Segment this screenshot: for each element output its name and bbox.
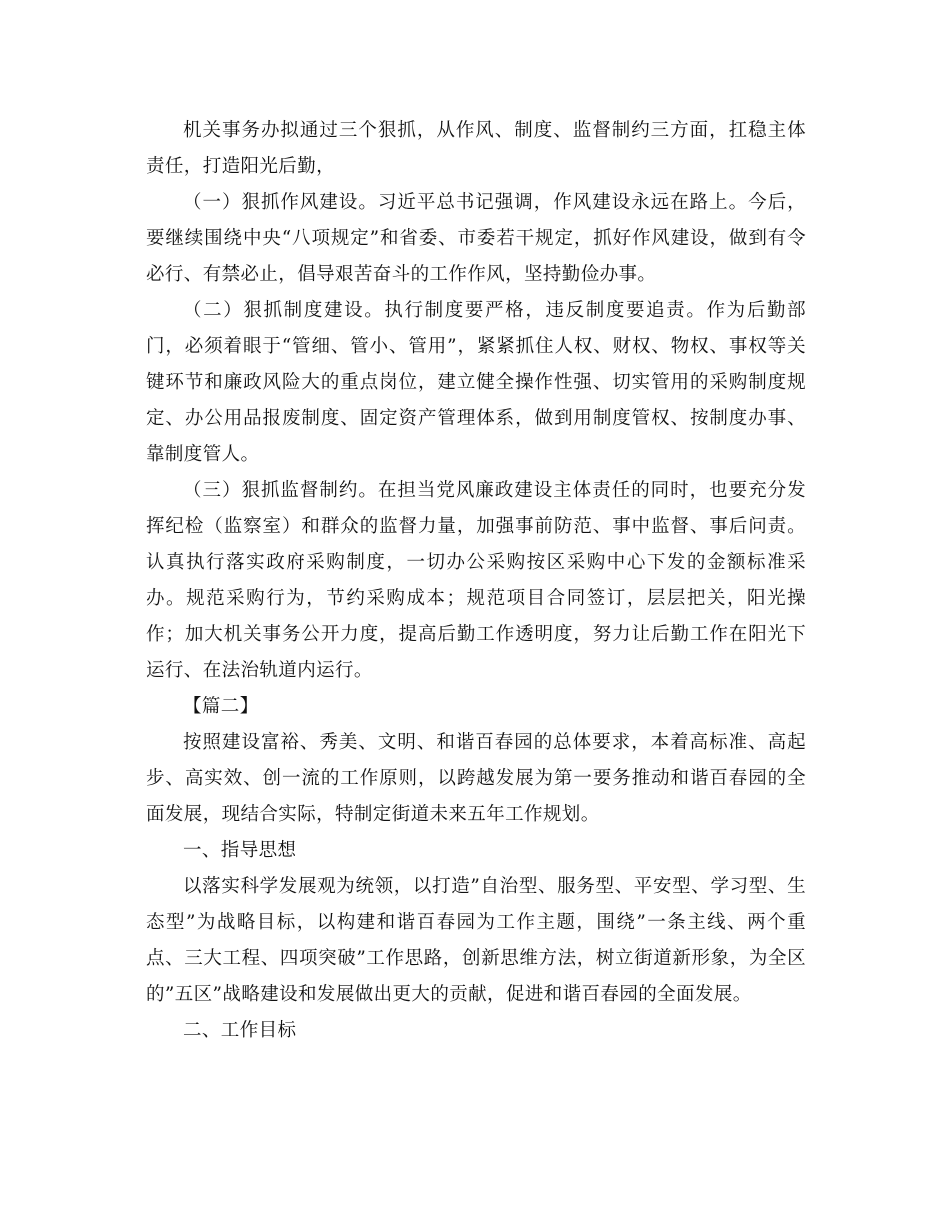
style-building-paragraph: （一）狠抓作风建设。习近平总书记强调，作风建设永远在路上。今后，要继续围绕中央“八项规定”和省委、市委若干规定，抓好作风建设，做到有令必行、有禁必止，倡导艰苦奋斗的工作作风，坚持勤俭办事。 bbox=[146, 192, 806, 285]
system-building-paragraph: （二）狠抓制度建设。执行制度要严格，违反制度要追责。作为后勤部门，必须着眼于“管细、管小、管用”，紧紧抓住人权、财权、物权、事权等关键环节和廉政风险大的重点岗位，建立健全操作性强、切实管用的采购制度规定、办公用品报废制度、固定资产管理体系，做到用制度管权、按制度办事、靠制度管人。 bbox=[146, 300, 806, 465]
intro-paragraph: 机关事务办拟通过三个狠抓，从作风、制度、监督制约三方面，扛稳主体责任，打造阳光后勤， bbox=[146, 120, 806, 177]
supervision-paragraph: （三）狠抓监督制约。在担当党风廉政建设主体责任的同时，也要充分发挥纪检（监察室）和群众的监督力量，加强事前防范、事中监督、事后问责。认真执行落实政府采购制度，一切办公采购按区采购中心下发的金额标准采办。规范采购行为，节约采购成本；规范项目合同签订，层层把关，阳光操作；加大机关事务公开力度，提高后勤工作透明度，努力让后勤工作在阳光下运行、在法治轨道内运行。 bbox=[146, 480, 806, 681]
section-title: 【篇二】 bbox=[183, 696, 259, 717]
heading-guiding-ideology: 一、指导思想 bbox=[183, 840, 297, 861]
document-body bbox=[146, 113, 806, 1049]
section-intro-paragraph: 按照建设富裕、秀美、文明、和谐百春园的总体要求，本着高标准、高起步、高实效、创一流的工作原则，以跨越发展为第一要务推动和谐百春园的全面发展，现结合实际，特制定街道未来五年工作规划。 bbox=[146, 732, 806, 825]
heading-work-goals: 二、工作目标 bbox=[183, 1020, 297, 1041]
guiding-ideology-paragraph: 以落实科学发展观为统领，以打造”自治型、服务型、平安型、学习型、生态型”为战略目标，以构建和谐百春园为工作主题，围绕”一条主线、两个重点、三大工程、四项突破”工作思路，创新思维方法，树立街道新形象，为全区的”五区”战略建设和发展做出更大的贡献，促进和谐百春园的全面发展。 bbox=[146, 876, 806, 1005]
